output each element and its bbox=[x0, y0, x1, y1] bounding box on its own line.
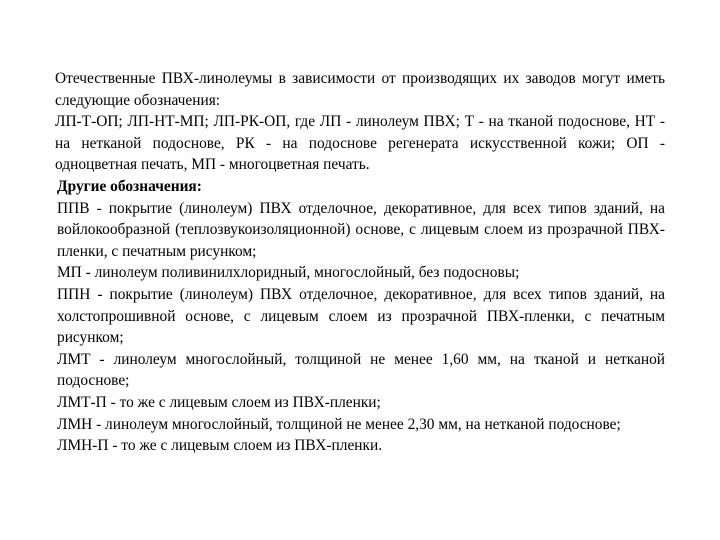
intro-paragraph: Отечественные ПВХ-линолеумы в зависимости от производящих их заводов могут иметь следующие обозначения: bbox=[55, 70, 665, 109]
designation-item-lmn: ЛМН - линолеум многослойный, толщиной не менее 2,30 мм, на нетканой подоснове; bbox=[57, 415, 621, 433]
designation-item-ppn: ППН - покрытие (линолеум) ПВХ отделочное, декоративное, для всех типов зданий, на холстопрошивной основе, с лицевым слоем из прозрачной ПВХ-пленки, с печатным рисунком; bbox=[57, 285, 665, 347]
designation-item-lmt-p: ЛМТ-П - то же с лицевым слоем из ПВХ-пленки; bbox=[57, 393, 381, 411]
designation-item-ppv: ППВ - покрытие (линолеум) ПВХ отделочное, декоративное, для всех типов зданий, на войлокообразной (теплозвукоизоляционной) основе, с лицевым слоем из прозрачной ПВХ-пленки, с печатным рисунком; bbox=[57, 199, 665, 260]
codes-paragraph: ЛП-Т-ОП; ЛП-НТ-МП; ЛП-РК-ОП, где ЛП - линолеум ПВХ; Т - на тканой подоснове, НТ - на нетканой подоснове, РК - на подоснове регенерата искусственной кожи; ОП - одноцветная печать, МП - многоцветная печать. bbox=[55, 113, 665, 174]
designation-item-lmt: ЛМТ - линолеум многослойный, толщиной не менее 1,60 мм, на тканой и нетканой подоснове; bbox=[57, 350, 665, 390]
document-body bbox=[55, 68, 665, 457]
designation-item-mp: МП - линолеум поливинилхлоридный, многослойный, без подосновы; bbox=[57, 264, 520, 282]
other-designations-heading: Другие обозначения: bbox=[57, 177, 202, 195]
designation-item-lmn-p: ЛМН-П - то же с лицевым слоем из ПВХ-пленки. bbox=[57, 437, 383, 455]
